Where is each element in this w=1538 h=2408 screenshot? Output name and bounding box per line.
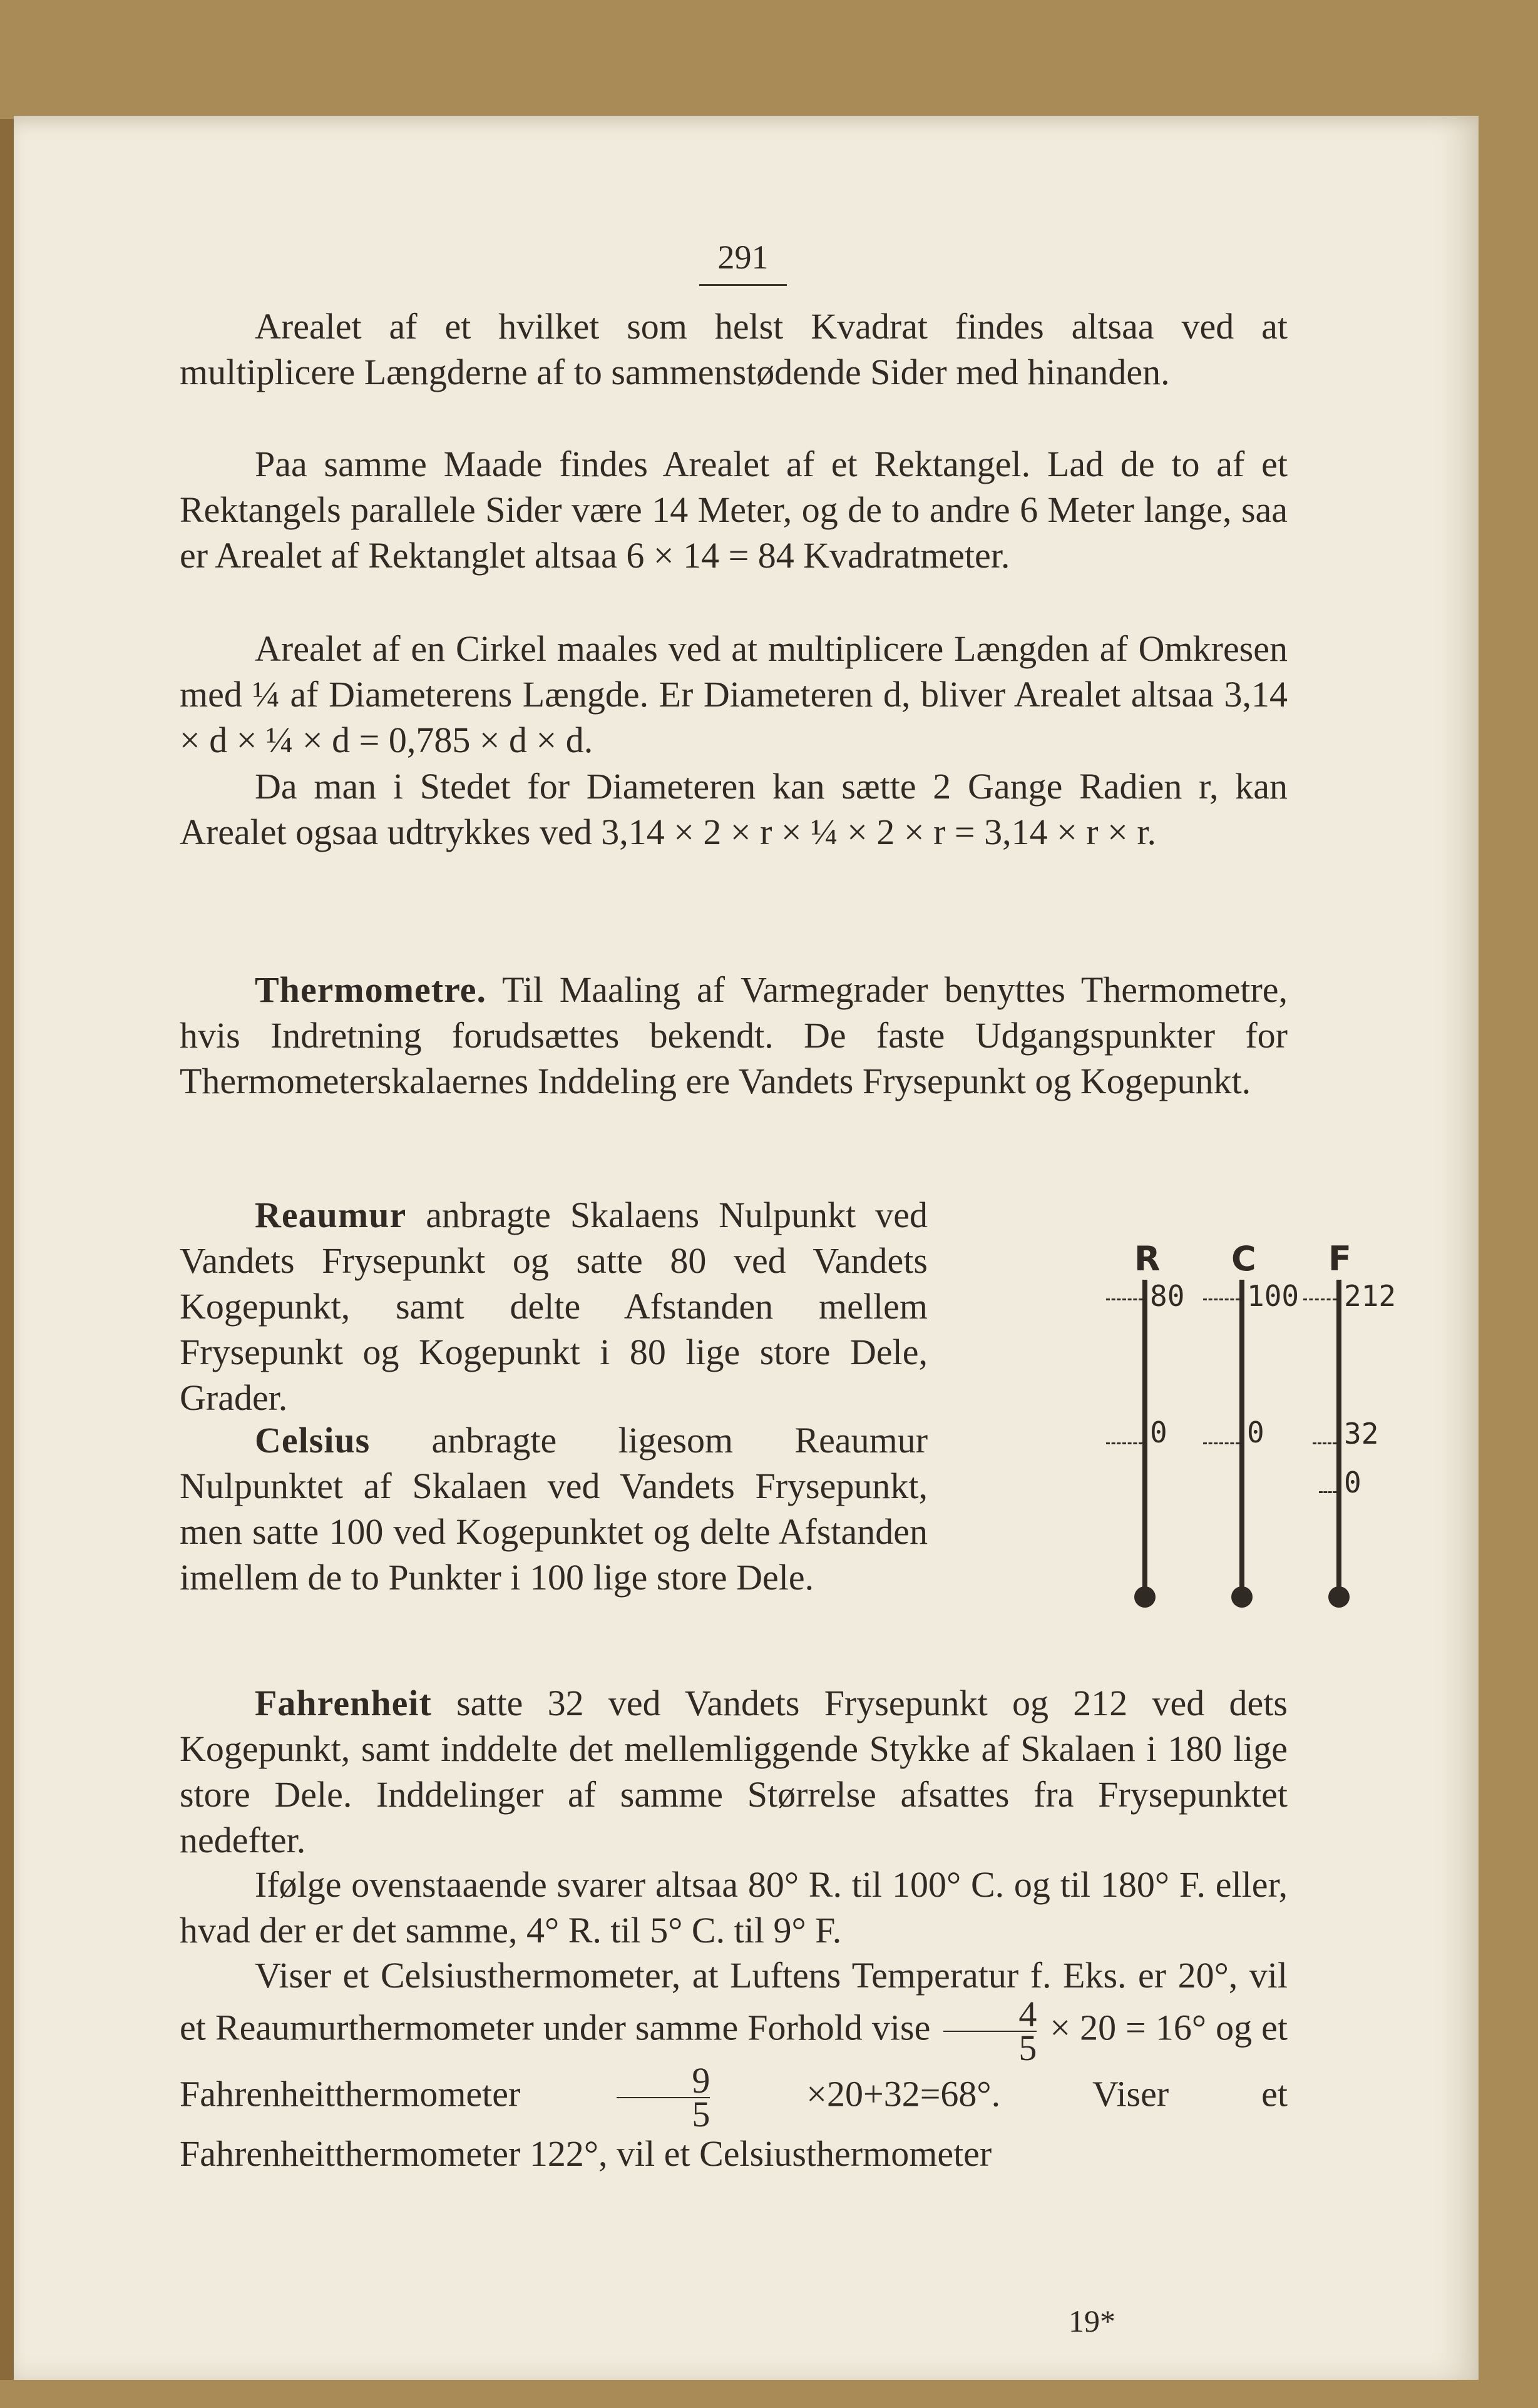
paragraph-text: Paa samme Maade findes Arealet af et Rektangel. Lad de to af et Rektangels parallele Sider være 14 Meter, og de to andre 6 Meter lange, saa er Arealet af Rektanglet altsaa 6 × 14 = 84 Kvadratmeter. (180, 444, 1288, 576)
paragraph-text: Arealet af en Cirkel maales ved at multiplicere Længden af Omkresen med ¼ af Diameterens Længde. Er Diameteren d, bliver Arealet altsaa 3,14 × d × ¼ × d = 0,785 × d × d. (180, 628, 1288, 760)
reaumur-boil-tick (1106, 1298, 1142, 1302)
scale-letter-c: C (1231, 1239, 1256, 1278)
paragraph-circle-area (180, 626, 1288, 763)
fahrenheit-zero-label: 0 (1344, 1466, 1361, 1499)
paragraph-text: × 20 = 16° og et Fahrenheitthermometer (180, 2007, 1288, 2115)
reaumur-tube (1142, 1280, 1147, 1593)
fraction-nine-fifths: $\frac{9}{5}$ (617, 2064, 710, 2131)
fahrenheit-freeze-label: 32 (1344, 1417, 1379, 1451)
paragraph-text: Ifølge ovenstaaende svarer altsaa 80° R. til 100° C. og til 180° F. eller, hvad der er det samme, 4° R. til 5° C. til 9° F. (180, 1864, 1288, 1951)
thermometer-diagram (1106, 1236, 1457, 1674)
paragraph-text: satte 32 ved Vandets Frysepunkt og 212 ved dets Kogepunkt, samt inddelte det mellemliggende Stykke af Skalaen i 180 lige store Dele. Inddelinger af samme Størrelse afsattes fra Frysepunktet nedefter. (180, 1683, 1288, 1860)
paragraph-radius-area (180, 763, 1288, 855)
section-heading: Thermometre. (255, 969, 487, 1010)
section-fahrenheit (180, 1680, 1288, 1863)
signature-mark: 19* (1069, 2303, 1115, 2339)
paragraph-text: anbragte ligesom Reaumur Nulpunktet af Skalaen ved Vandets Frysepunkt, men satte 100 ved Kogepunktet og delte Afstanden imellem de to Punkter i 100 lige store Dele. (180, 1420, 928, 1598)
celsius-tube (1239, 1280, 1244, 1593)
fahrenheit-boil-label: 212 (1344, 1279, 1397, 1313)
reaumur-freeze-tick (1106, 1442, 1142, 1446)
paragraph-text: Viser et Celsiusthermometer, at Luftens Temperatur f. Eks. er 20°, vil et Reaumurthermometer under samme Forhold vise (180, 1955, 1288, 2048)
book-page (14, 116, 1479, 2380)
reaumur-freeze-label: 0 (1150, 1416, 1167, 1449)
fahrenheit-boil-tick (1303, 1298, 1336, 1302)
paragraph-rectangle-area (180, 441, 1288, 578)
celsius-boil-label: 100 (1247, 1279, 1300, 1313)
paragraph-text: anbragte Skalaens Nulpunkt ved Vandets Frysepunkt og satte 80 ved Vandets Kogepunkt, samt delte Afstanden mellem Frysepunkt og Kogepunkt i 80 lige store Dele, Grader. (180, 1195, 928, 1418)
fahrenheit-tube (1336, 1280, 1341, 1593)
celsius-freeze-tick (1203, 1442, 1239, 1446)
paragraph-text: ×20+32=68°. Viser et Fahrenheitthermometer 122°, vil et Celsiusthermometer (180, 2073, 1288, 2174)
fahrenheit-bulb (1328, 1586, 1350, 1608)
section-heading: Celsius (255, 1420, 371, 1461)
celsius-boil-tick (1203, 1298, 1239, 1302)
book-cover-bottom (0, 2380, 1538, 2408)
reaumur-bulb (1134, 1586, 1156, 1608)
scale-letter-r: R (1134, 1239, 1161, 1278)
section-heading: Reaumur (255, 1195, 407, 1235)
book-cover-right (1479, 0, 1538, 2408)
page-number: 291 (699, 235, 787, 286)
reaumur-boil-label: 80 (1150, 1279, 1185, 1313)
fraction-four-fifths: $\frac{4}{5}$ (943, 1998, 1037, 2064)
paragraph-text: Arealet af et hvilket som helst Kvadrat findes altsaa ved at multiplicere Længderne af to sammenstødende Sider med hinanden. (180, 306, 1288, 392)
paragraph-conversion (180, 1862, 1288, 1953)
scale-letter-f: F (1328, 1239, 1351, 1278)
paragraph-text: Da man i Stedet for Diameteren kan sætte 2 Gange Radien r, kan Arealet ogsaa udtrykkes ved 3,14 × 2 × r × ¼ × 2 × r = 3,14 × r × r. (180, 766, 1288, 852)
paragraph-text: Til Maaling af Varmegrader benyttes Thermometre, hvis Indretning forudsættes bekendt. De faste Udgangspunkter for Thermometerskalaernes Inddeling ere Vandets Frysepunkt og Kogepunkt. (180, 969, 1288, 1101)
fahrenheit-zero-tick (1319, 1491, 1336, 1495)
paragraph-example (180, 1952, 1288, 2176)
book-cover-top (0, 0, 1538, 119)
fahrenheit-freeze-tick (1313, 1442, 1336, 1446)
section-heading: Fahrenheit (255, 1683, 432, 1723)
section-thermometers (180, 967, 1288, 1104)
celsius-bulb (1231, 1586, 1253, 1608)
section-reaumur (180, 1192, 928, 1421)
celsius-freeze-label: 0 (1247, 1416, 1264, 1449)
paragraph-square-area (180, 304, 1288, 395)
